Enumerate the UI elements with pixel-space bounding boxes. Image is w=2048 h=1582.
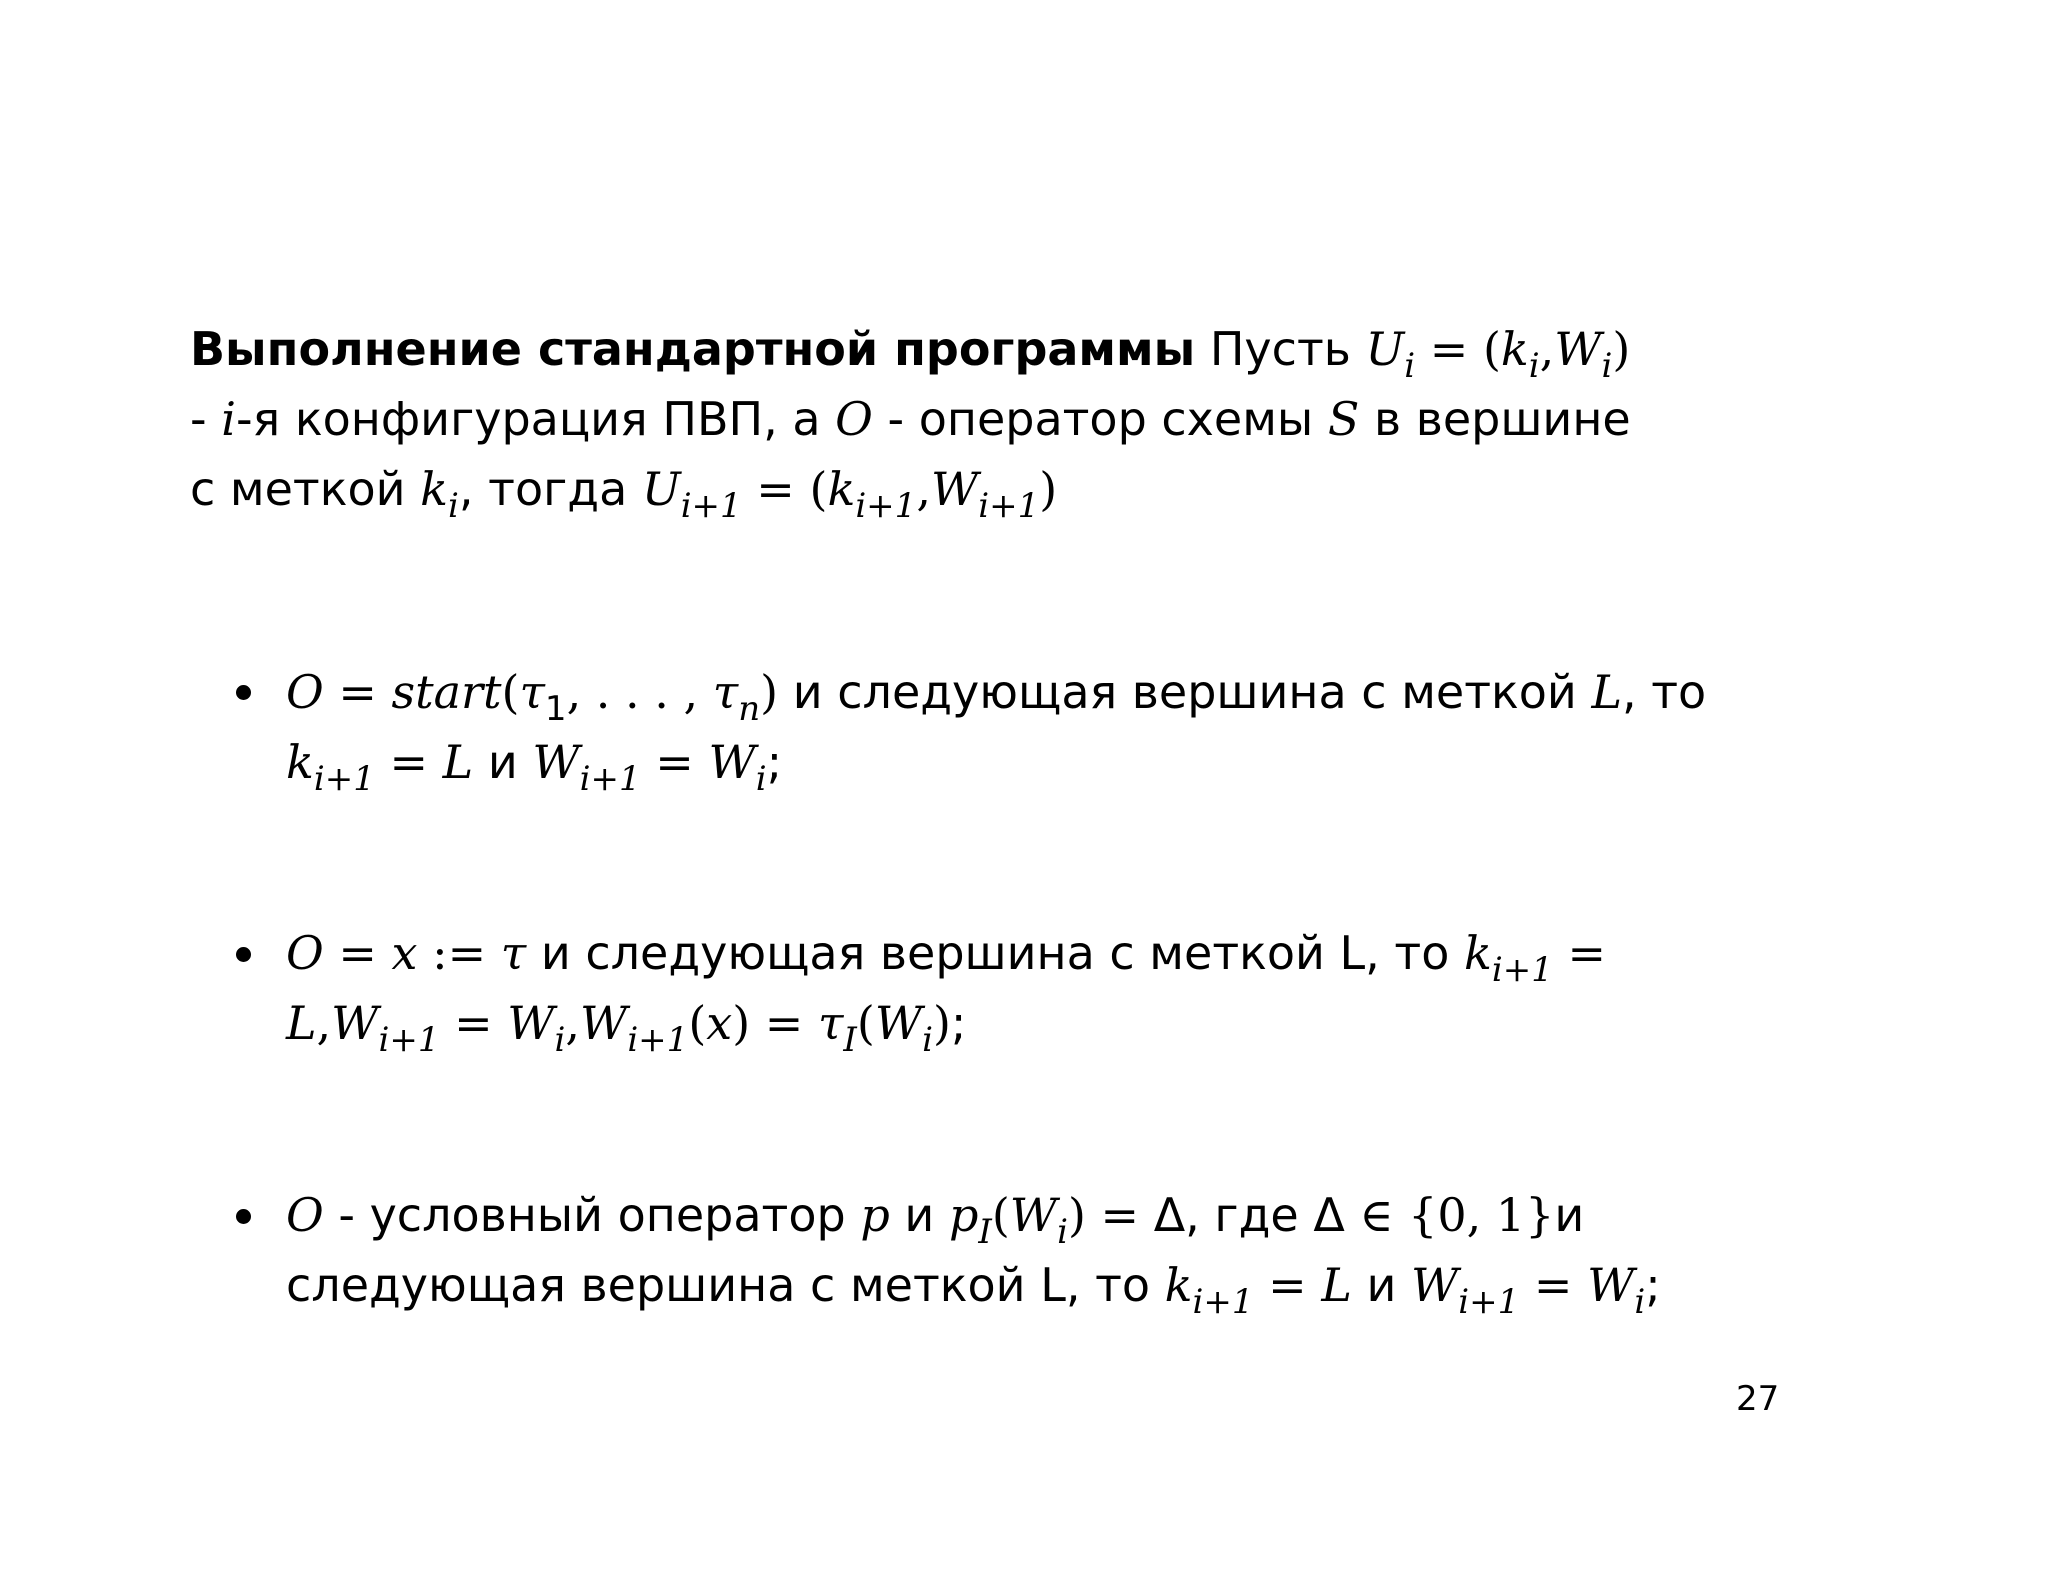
bullet-dot: [236, 685, 251, 700]
bullet-2-line-2: $L,W_{i+1} = W_i,W_{i+1}(x) = \tau_I(W_i)$;: [286, 996, 967, 1060]
intro-line-3: с меткой $k_i$, тогда $U_{i+1} = (k_{i+1},W_{i+1})$: [190, 462, 1058, 526]
bullet-1-line-2: $k_{i+1} = L$ и $W_{i+1} = W_i$;: [286, 735, 783, 799]
intro-line-1: Выполнение стандартной программы Пусть $U_i = (k_i,W_i)$: [190, 322, 1631, 386]
page-number: 27: [1736, 1379, 1780, 1419]
bullet-dot: [236, 947, 251, 962]
section-title: Выполнение стандартной программы: [190, 322, 1196, 376]
bullet-1-line-1: $O = start(\tau_1$, . . . , $\tau_n$) и следующая вершина с меткой L, то: [286, 665, 1707, 729]
bullet-2-line-1: O = x := τ и следующая вершина с меткой L, то $k_{i+1}$ =: [286, 926, 1607, 990]
intro-line-2: - i-я конфигурация ПВП, а O - оператор схемы S в вершине: [190, 392, 1631, 446]
bullet-3-line-2: следующая вершина с меткой L, то $k_{i+1} = L$ и $W_{i+1} = W_i$;: [286, 1258, 1661, 1322]
bullet-dot: [236, 1209, 251, 1224]
bullet-3-line-1: O - условный оператор p и $p_I(W_i) = \Delta$, где Δ ∈ {0, 1}и: [286, 1188, 1585, 1252]
intro-text: Пусть: [1209, 322, 1351, 376]
